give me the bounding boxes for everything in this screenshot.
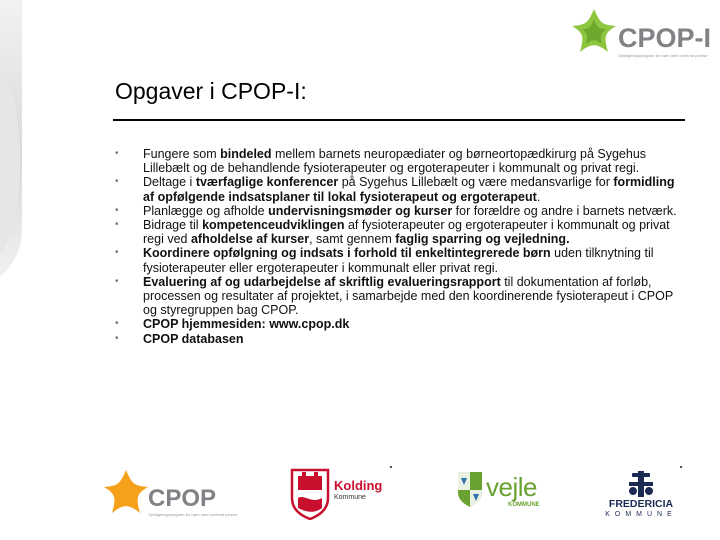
fredericia-crest-icon <box>598 470 684 498</box>
bullet-text-bold: tværfaglige konferencer <box>195 175 339 190</box>
vejle-logo-name: vejle <box>486 472 537 502</box>
bullet-text: mellem barnets neuropædiater og børneortopædkirurg på Sygehus Lillebælt og de behandlende fysioterapeuter og ergoterapeuter i kommunalt og privat regi. <box>143 147 647 176</box>
bullet-marker-icon: • <box>115 332 119 344</box>
bullet-text-bold: CPOP hjemmesiden: www.cpop.dk <box>143 317 350 332</box>
bullet-text-bold: formidling af opfølgende indsatsplaner til lokal fysioterapeut og ergoterapeut <box>143 175 675 204</box>
task-bullet-item <box>115 275 685 318</box>
bullet-text: uden tilknytning til fysioterapeuter eller ergoterapeuter i kommunalt eller privat regi. <box>143 246 654 275</box>
bullet-text-bold: bindeled <box>220 147 272 161</box>
bullet-marker-icon: • <box>115 318 119 330</box>
bullet-marker-icon: • <box>115 176 119 188</box>
bullet-text: på Sygehus Lillebælt og være medansvarlige for <box>338 175 614 190</box>
task-bullet-item <box>115 175 685 203</box>
bullet-text: . <box>536 189 541 204</box>
kolding-logo-name: Kolding <box>334 478 383 493</box>
vejle-logo-sub: KOMMUNE <box>508 502 540 508</box>
bullet-text: for forældre og andre i barnets netværk. <box>452 203 677 218</box>
cpop-i-logo <box>566 5 716 67</box>
bullet-text-bold: Koordinere opfølgning og indsats i forhold til enkeltintegrerede børn <box>143 246 551 261</box>
cpop-i-logo-text: CPOP-I <box>618 23 712 53</box>
bullet-text: Bidrage til <box>143 218 203 233</box>
page-title: Opgaver i CPOP-I: <box>115 78 307 104</box>
fredericia-logo-sub: KOMMUNE <box>605 511 677 518</box>
kolding-logo-sub: Kommune <box>334 494 366 501</box>
bullet-text-bold: Evaluering af og udarbejdelse af skriftlig evalueringsrapport <box>143 274 501 289</box>
task-bullet-item <box>115 317 685 331</box>
bullet-marker-icon: • <box>115 247 119 259</box>
bullet-text: Fungere som <box>143 147 221 161</box>
task-bullet-item <box>115 332 685 346</box>
kolding-crest-icon <box>290 468 330 520</box>
bullet-text: Deltage i <box>143 175 196 190</box>
bullet-text-bold: faglig sparring og vejledning. <box>395 232 570 247</box>
cpop-footer-logo-text: CPOP <box>148 485 217 512</box>
bullet-marker-icon: • <box>115 148 119 159</box>
task-bullet-item <box>115 147 685 175</box>
bullet-marker-icon: • <box>115 275 119 287</box>
fredericia-kommune-logo <box>598 470 684 522</box>
task-bullet-item <box>115 218 685 246</box>
cpop-footer-tagline: Opfølgningsprogram for børn med cerebral parese <box>148 512 238 517</box>
kolding-kommune-logo <box>290 468 388 522</box>
task-bullet-item <box>115 246 685 274</box>
bullet-text-bold: afholdelse af kurser <box>190 232 310 247</box>
bullet-marker-icon: • <box>115 204 119 216</box>
bullet-text: af fysioterapeuter og ergoterapeuter i kommunalt og privat regi ved <box>143 218 670 247</box>
bullet-text-bold: CPOP databasen <box>143 331 244 346</box>
bullet-text-bold: kompetenceudviklingen <box>202 218 345 233</box>
cpop-footer-logo <box>104 466 238 522</box>
bullet-text-bold: undervisningsmøder og kurser <box>268 203 453 218</box>
separator-dot <box>680 466 682 468</box>
fredericia-logo-name: FREDERICIA <box>608 498 674 510</box>
title-rule <box>113 119 685 121</box>
bullet-text: til dokumentation af forløb, processen og resultater af projektet, i samarbejde med den koordinerende fysioterapeut i CPOP og styregruppen bag CPOP. <box>143 274 673 318</box>
vejle-kommune-logo <box>456 470 556 522</box>
bullet-text: , samt gennem <box>309 232 396 247</box>
bullet-text: Planlægge og afholde <box>143 203 269 218</box>
cpop-i-logo-tagline: Opfølgningsprogram for børn med cerebral parese <box>618 53 708 58</box>
bullet-marker-icon: • <box>115 219 119 231</box>
vejle-crest-icon <box>456 470 484 508</box>
task-bullet-list <box>115 147 685 346</box>
separator-dot <box>390 466 392 468</box>
task-bullet-item <box>115 204 685 218</box>
